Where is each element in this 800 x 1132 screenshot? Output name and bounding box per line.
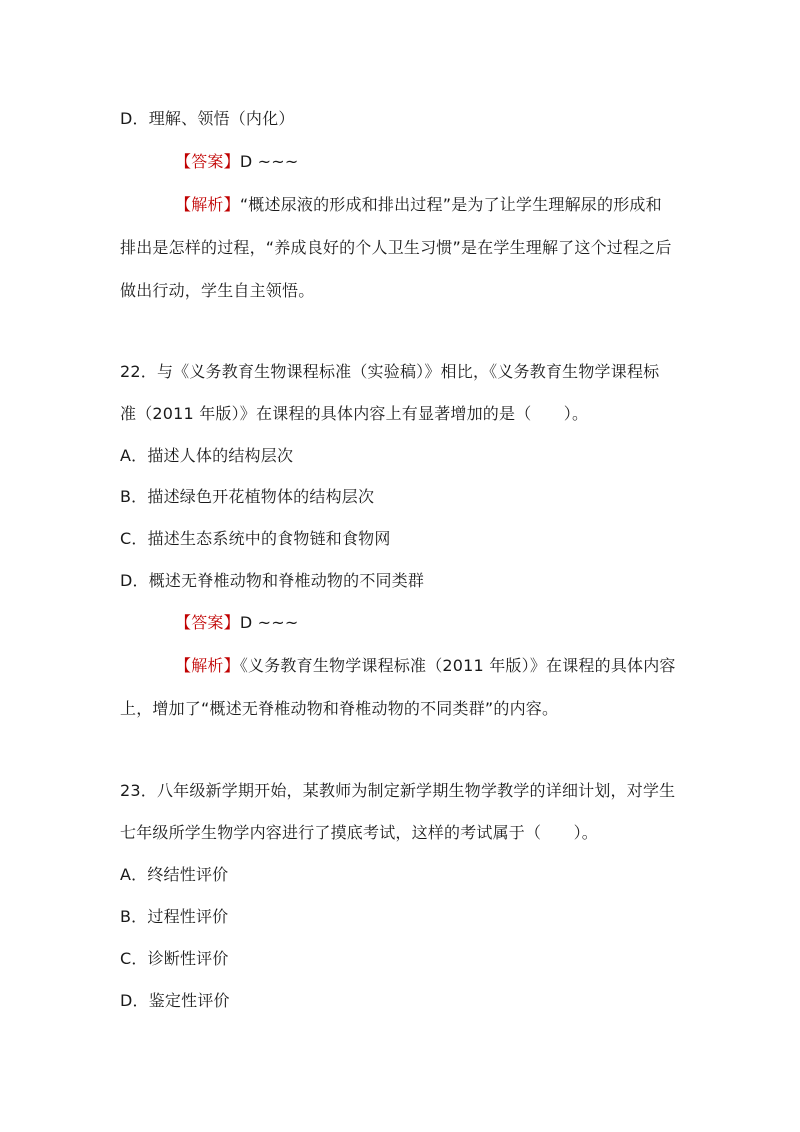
- q22-stem-line-1: 22．与《义务教育生物课程标准（实验稿）》相比，《义务教育生物学课程标: [120, 362, 660, 381]
- answer-value: D ~~~: [239, 152, 299, 171]
- q21-analysis-line-1: [175, 193, 662, 217]
- q22-option-d: D．概述无脊椎动物和脊椎动物的不同类群: [120, 571, 425, 590]
- q22-analysis-line-2: 上，增加了“概述无脊椎动物和脊椎动物的不同类群”的内容。: [120, 699, 559, 718]
- q23-option-a: A．终结性评价: [120, 865, 229, 884]
- q23-option-d: D．鉴定性评价: [120, 991, 230, 1010]
- q21-answer: [175, 150, 298, 174]
- answer-tag: 【答案】: [175, 613, 240, 632]
- q21-analysis-line-2: 排出是怎样的过程，“养成良好的个人卫生习惯”是在学生理解了这个过程之后: [120, 238, 672, 257]
- q22-answer: [175, 611, 298, 635]
- q23-option-b: B．过程性评价: [120, 907, 229, 926]
- analysis-tag: 【解析】: [175, 195, 240, 214]
- q21-option-d: D．理解、领悟（内化）: [120, 109, 295, 128]
- q22-analysis-line-1: [175, 654, 676, 678]
- answer-tag: 【答案】: [175, 152, 240, 171]
- q22-option-c: C．描述生态系统中的食物链和食物网: [120, 529, 391, 548]
- q22-stem-line-2: 准（2011 年版）》在课程的具体内容上有显著增加的是（ ）。: [120, 404, 589, 423]
- analysis-text: “概述尿液的形成和排出过程”是为了让学生理解尿的形成和: [239, 195, 662, 214]
- q23-option-c: C．诊断性评价: [120, 949, 229, 968]
- q22-option-b: B．描述绿色开花植物体的结构层次: [120, 487, 375, 506]
- q23-stem-line-2: 七年级所学生物学内容进行了摸底考试，这样的考试属于（ ）。: [120, 823, 599, 842]
- answer-value: D ~~~: [239, 613, 299, 632]
- q21-analysis-line-3: 做出行动，学生自主领悟。: [120, 281, 315, 300]
- analysis-text: 《义务教育生物学课程标准（2011 年版）》在课程的具体内容: [239, 656, 676, 675]
- analysis-tag: 【解析】: [175, 656, 240, 675]
- q23-stem-line-1: 23．八年级新学期开始，某教师为制定新学期生物学教学的详细计划，对学生: [120, 781, 676, 800]
- q22-option-a: A．描述人体的结构层次: [120, 446, 294, 465]
